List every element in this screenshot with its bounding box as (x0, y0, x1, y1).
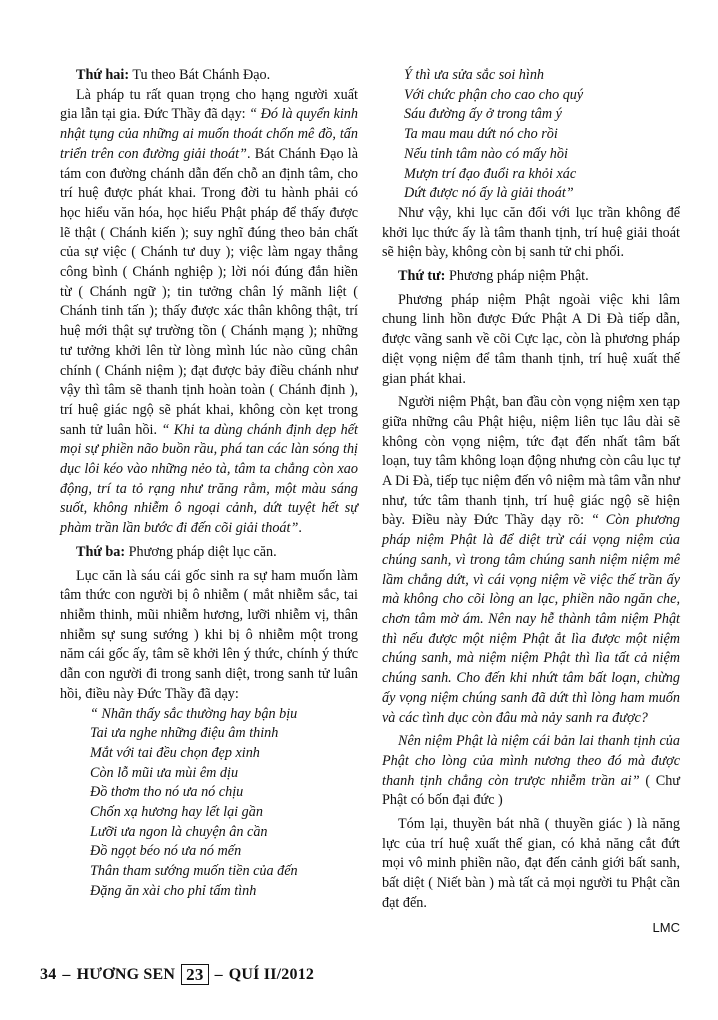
section-title: Phương pháp niệm Phật. (445, 268, 589, 285)
page-footer (40, 964, 314, 985)
paragraph-luc-can: Lục căn là sáu cái gốc sinh ra sự ham muốn làm tâm thức con người bị ô nhiễm ( mắt nhiễm sắc, tai nhiễm thinh, mũi nhiễm hương, lưỡi nhiễm vị, thân nhiễm sự sung sướng ) khi bị ô nhiễm một trong năm cái gốc ấy, tâm sẽ khởi lên ý thức, chính ý thức dẫn con người đi trong sanh diệt, trong sanh tử luân hồi, điều này Đức Thầy đã dạy: (60, 567, 358, 702)
paragraph-thu-hai-heading (60, 66, 358, 86)
right-column (382, 66, 680, 937)
verse-line: Còn lỗ mũi ưa mùi êm dịu (90, 764, 239, 781)
text-run: . Bát Chánh Đạo là tám con đường chánh dẫn đến chỗ an định tâm, cho trí huệ được phát khai. Trong đời tu hành phải có học hiểu văn hóa, học hiểu Phật pháp để thấy được lẽ thật ( Chánh kiến ); suy nghĩ đúng theo bản chất của sự việc ( Chánh tư duy ); việc làm ngay thẳng công bình ( Chánh nghiệp ); lời nói đúng đắn hiền từ ( Chánh ngữ ); tin tưởng chân lý mãnh liệt ( Chánh tinh tấn ); thấy được xác thân không thật, trí huệ mới thật sự trường tồn ( Chánh mạng ); những tư tưởng khởi lên từ lòng mình lúc nào cũng chân chính ( Chánh niệm ); đạt được bảy điều chánh như vậy thì tâm sẽ thanh tịnh hoàn toàn ( Chánh định ), trí huệ giác ngộ sẽ phát khai, không còn kẹt trong sanh tử luân hồi. (60, 145, 358, 438)
section-heading-thu-hai: Thứ hai: (76, 67, 130, 83)
issue-number-box: 23 (181, 964, 208, 985)
verse-line: Mượn trí đạo đuổi ra khỏi xác (404, 165, 577, 182)
verse-line: Đặng ăn xài cho phỉ tấm tình (90, 882, 257, 899)
verse-line: Tai ưa nghe những điệu âm thinh (90, 725, 279, 742)
verse-line: Chốn xạ hương hay lết lại gần (90, 804, 263, 821)
quote-run: “ Khi ta dùng chánh định dẹp hết mọi sự phiền não buồn rầu, phá tan các làn sóng thị dục lôi kéo vào những nẻo tà, tâm ta chẳng còn xao động, trí ta tỏ rạng như trăng rằm, một màu sáng suốt, không nhiễm ô ngoại cảnh, dứt tuyệt hết sự phàm trần lần bước đi đến cõi giải thoát” (60, 421, 358, 537)
paragraph-niem-phat: Phương pháp niệm Phật ngoài việc khi lâm chung linh hồn được Đức Phật A Di Đà tiếp dẫn, được vãng sanh về cõi Cực lạc, còn là phương pháp diệt vọng niệm để tâm thanh tịnh, trí huệ xuất thế gian phát khai. (382, 291, 680, 387)
paragraph-quote-continued (382, 732, 680, 811)
paragraph-bat-chanh-dao (60, 86, 358, 539)
paragraph-thu-tu-heading (382, 267, 680, 287)
quote-run: Nên niệm Phật là niệm cái bản lai thanh tịnh của Phật cho lòng của mình nương theo đó mà được thanh tịnh chẳng còn trược nhiễm trần ai” (382, 733, 680, 789)
verse-line: Ta mau mau dứt nó cho rồi (404, 126, 558, 143)
footer-dash: – (214, 965, 223, 983)
paragraph-luc-tran: Như vậy, khi lục căn đối với lục trần không để khởi lục thức ấy là tâm thanh tịnh, trí huệ giải thoát sẽ hiện bày, không còn bị sanh tử chi phối. (382, 204, 680, 261)
footer-dash: – (62, 965, 71, 983)
verse-line: Ý thì ưa sửa sắc soi hình (404, 67, 545, 83)
page-number: 34 (40, 965, 57, 983)
citation: ( Chư Phật có bốn đại đức ) (382, 772, 680, 809)
paragraph-conclusion: Tóm lại, thuyền bát nhã ( thuyền giác ) là năng lực của trí huệ xuất thế gian, có khả năng cắt đứt mọi vô minh phiền não, đạt đến cảnh giới bất sanh, bất diệt ( Niết bàn ) mà tất cả mọi người tu Phật cần đạt đến. (382, 816, 680, 911)
section-title: Tu theo Bát Chánh Đạo. (129, 67, 271, 83)
magazine-name: HƯƠNG SEN (76, 965, 176, 983)
verse-line: Đồ thơm tho nó ưa nó chịu (90, 784, 244, 801)
verse-block-right (382, 66, 680, 204)
quote-run: “ Đó là quyển kinh nhật tụng của những ai muốn thoát chốn mê đồ, tấn triển trên con đường giải thoát” (60, 106, 358, 162)
text-run: Là pháp tu rất quan trọng cho hạng người xuất gia lẫn tại gia. Đức Thầy đã dạy: (60, 86, 358, 123)
verse-line: Nếu tỉnh tâm nào có mấy hồi (404, 145, 568, 162)
quote-run: “ Còn phương pháp niệm Phật là để diệt trừ cái vọng niệm của chúng sanh, vì trong tâm chúng sanh niệm niệm mê lầm chẳng dứt, vì cái vọng niệm về việc thế trần ấy mà không cho cõi lòng an lạc, phiền não ngăn che, chơn tâm mờ ám. Nên nay hễ thành tâm niệm Phật thì nếu được một niệm Phật ắt lìa được một niệm chúng sanh, mà niệm niệm Phật thì lìa tất cả niệm chúng sanh. Cho đến khi nhứt tâm bất loạn, chừng ấy vọng niệm chúng sanh đã dứt thì lòng ham muốn và các tình dục còn đâu mà nảy sanh ra được? (382, 512, 680, 726)
verse-line: Sáu đường ấy ở trong tâm ý (404, 106, 562, 123)
verse-line: Với chức phận cho cao cho quý (404, 86, 584, 103)
author-signature: LMC (652, 919, 680, 935)
paragraph-nguoi-niem-phat (382, 393, 680, 728)
text-run: . (298, 520, 302, 537)
verse-line: Thân tham sướng muốn tiền của đến (90, 863, 298, 880)
verse-line: “ Nhãn thấy sắc thường hay bận bịu (90, 705, 298, 722)
section-title: Phương pháp diệt lục căn. (125, 543, 277, 560)
verse-line: Mắt với tai đều chọn đẹp xinh (90, 744, 260, 761)
verse-line: Lưỡi ưa ngon là chuyện ân cần (90, 823, 268, 840)
left-column (60, 66, 358, 902)
verse-block-left (60, 705, 358, 902)
paragraph-thu-ba-heading (60, 543, 358, 563)
section-heading-thu-ba: Thứ ba: (76, 543, 126, 560)
verse-line: Đồ ngọt béo nó ưa nó mến (90, 843, 242, 860)
issue-period: QUÍ II/2012 (228, 965, 315, 983)
section-heading-thu-tu: Thứ tư: (398, 268, 446, 285)
text-run: Người niệm Phật, ban đầu còn vọng niệm xen tạp giữa những câu Phật hiệu, niệm liên tục lâu dài sẽ không còn vọng niệm, tức đạt đến nhất tâm bất loạn, tuy tâm không loạn động nhưng còn câu lục tự A Di Đà, tiếp tục niệm đến vô niệm mà tâm vẫn như như, tức tâm thanh tịnh, trí huệ giác ngộ sẽ hiện bày. Điều này Đức Thầy dạy rõ: (382, 394, 680, 529)
verse-line: Dứt được nó ấy là giải thoát” (404, 185, 574, 202)
